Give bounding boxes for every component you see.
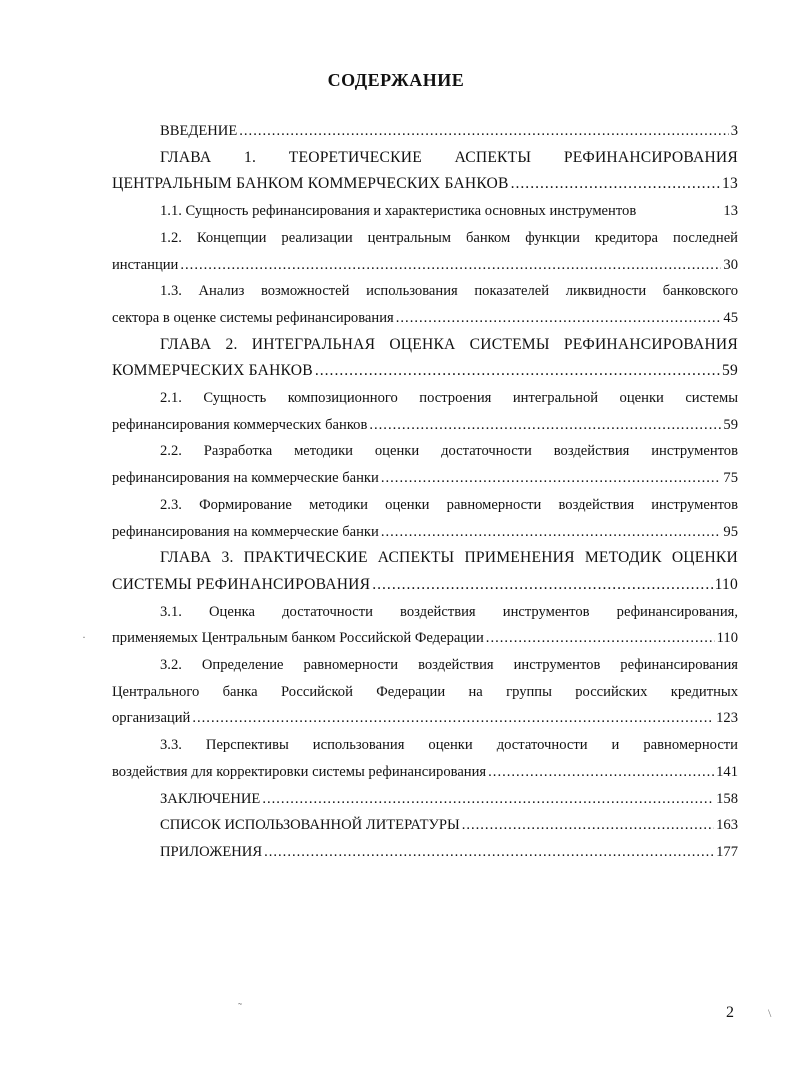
toc-entry-title-line: 1.3. Анализ возможностей использования показателей ликвидности банковского (160, 283, 738, 300)
toc-entry-leader-line (112, 839, 738, 866)
toc-entry (112, 385, 738, 438)
toc-entry-leader-line (112, 759, 738, 786)
toc-entry (112, 599, 738, 652)
toc-entry-leader-line (112, 252, 738, 279)
scan-speck: · (82, 630, 86, 644)
toc-entry-leader-line (112, 465, 738, 492)
toc-entry-leader-line (112, 198, 738, 225)
dot-leader (488, 759, 714, 786)
toc-entry-title: сектора в оценке системы рефинансирования (112, 309, 394, 326)
toc-entry-title: КОММЕРЧЕСКИХ БАНКОВ (112, 362, 313, 380)
toc-entry-title: ВВЕДЕНИЕ (160, 123, 238, 139)
toc-entry (112, 438, 738, 491)
toc-entry-page: 59 (723, 416, 738, 433)
toc-entry-title: воздействия для корректировки системы рефинансирования (112, 763, 487, 780)
toc-entry-title-line: 2.3. Формирование методики оценки равномерности воздействия инструментов (160, 496, 738, 513)
toc-entry (112, 118, 738, 145)
toc-entry-title: рефинансирования коммерческих банков (112, 416, 368, 433)
toc-entry (112, 332, 738, 385)
toc-entry-title: ПРИЛОЖЕНИЯ (160, 843, 263, 860)
toc-entry-leader-line (112, 305, 738, 332)
toc-entry (112, 225, 738, 278)
toc-entry (112, 786, 738, 813)
toc-entry (112, 145, 738, 198)
toc-entry-title: 1.1. Сущность рефинансирования и характеристика основных инструментов (160, 203, 637, 220)
toc-entry-page: 13 (723, 203, 738, 220)
dot-leader (381, 519, 722, 546)
toc-entry-page: 158 (716, 790, 738, 807)
toc-entry-page: 95 (723, 523, 738, 540)
table-of-contents (112, 118, 738, 866)
dot-leader (372, 572, 712, 599)
toc-entry-title: применяемых Центральным банком Российской Федерации (112, 630, 484, 647)
dot-leader (264, 839, 714, 866)
toc-entry-title: рефинансирования на коммерческие банки (112, 523, 379, 540)
toc-entry-leader-line (112, 625, 738, 652)
toc-entry-leader-line (112, 812, 738, 839)
scan-speck: ˜ (238, 1000, 242, 1014)
dot-leader (369, 412, 721, 439)
toc-entry-title-line: 3.1. Оценка достаточности воздействия инструментов рефинансирования, (160, 603, 738, 620)
scan-speck: \ (768, 1006, 772, 1020)
dot-leader (315, 358, 720, 385)
toc-entry (112, 492, 738, 545)
toc-title: СОДЕРЖАНИЕ (327, 70, 465, 90)
toc-entry-leader-line (112, 358, 738, 385)
toc-entry-title: организаций (112, 710, 191, 727)
dot-leader (180, 252, 721, 279)
toc-entry-title-line: ГЛАВА 3. ПРАКТИЧЕСКИЕ АСПЕКТЫ ПРИМЕНЕНИЯ МЕТОДИК ОЦЕНКИ (160, 549, 738, 567)
toc-entry-title-line: 3.2. Определение равномерности воздействия инструментов рефинансирования Центрального банка Российской Федерации на группы российских кредитных (112, 657, 738, 700)
dot-leader (462, 812, 714, 839)
dot-leader (262, 786, 714, 813)
toc-entry-leader-line (112, 171, 738, 198)
toc-entry (112, 732, 738, 785)
toc-entry-title-line: 2.1. Сущность композиционного построения интегральной оценки системы (160, 390, 738, 407)
dot-leader (511, 171, 720, 198)
toc-entry-title: инстанции (112, 256, 179, 273)
toc-entry-leader-line (112, 705, 738, 732)
toc-entry (112, 652, 738, 732)
dot-leader (381, 465, 722, 492)
toc-entry-leader-line (112, 519, 738, 546)
toc-entry-title-line: 3.3. Перспективы использования оценки достаточности и равномерности (160, 737, 738, 754)
toc-entry-page: 13 (722, 175, 738, 193)
toc-entry-title-line: ГЛАВА 2. ИНТЕГРАЛЬНАЯ ОЦЕНКА СИСТЕМЫ РЕФИНАНСИРОВАНИЯ (160, 335, 738, 353)
toc-entry-title: рефинансирования на коммерческие банки (112, 470, 379, 487)
toc-entry (112, 839, 738, 866)
toc-entry-title: СИСТЕМЫ РЕФИНАНСИРОВАНИЯ (112, 575, 371, 593)
dot-leader (486, 625, 715, 652)
toc-entry-page: 110 (714, 575, 738, 593)
dot-leader (192, 705, 714, 732)
toc-entry-page: 141 (716, 763, 738, 780)
toc-entry-leader-line (112, 118, 738, 145)
toc-entry-page: 177 (716, 843, 738, 860)
toc-entry-page: 110 (716, 630, 738, 647)
dot-leader (239, 118, 728, 145)
toc-entry-page: 30 (723, 256, 738, 273)
toc-entry (112, 812, 738, 839)
toc-entry-page: 123 (716, 710, 738, 727)
toc-entry-page: 59 (722, 362, 738, 380)
toc-entry-title-line: ГЛАВА 1. ТЕОРЕТИЧЕСКИЕ АСПЕКТЫ РЕФИНАНСИРОВАНИЯ (160, 148, 738, 166)
toc-entry-title-line: 2.2. Разработка методики оценки достаточности воздействия инструментов (160, 443, 738, 460)
page-number: 2 (726, 1004, 734, 1021)
dot-leader (638, 198, 673, 225)
toc-entry-title: ЗАКЛЮЧЕНИЕ (160, 790, 261, 807)
dot-leader (396, 305, 722, 332)
toc-entry-page: 45 (723, 309, 738, 326)
toc-entry-leader-line (112, 572, 738, 599)
toc-entry (112, 545, 738, 598)
toc-entry-title-line: 1.2. Концепции реализации центральным банком функции кредитора последней (160, 229, 738, 246)
toc-entry-leader-line (112, 412, 738, 439)
toc-entry-title: СПИСОК ИСПОЛЬЗОВАННОЙ ЛИТЕРАТУРЫ (160, 817, 460, 834)
toc-entry (112, 198, 738, 225)
toc-entry-page: 3 (730, 123, 738, 139)
toc-entry-page: 75 (723, 470, 738, 487)
toc-entry-leader-line (112, 786, 738, 813)
toc-entry-title: ЦЕНТРАЛЬНЫМ БАНКОМ КОММЕРЧЕСКИХ БАНКОВ (112, 175, 509, 193)
toc-entry (112, 278, 738, 331)
toc-entry-page: 163 (716, 817, 738, 834)
